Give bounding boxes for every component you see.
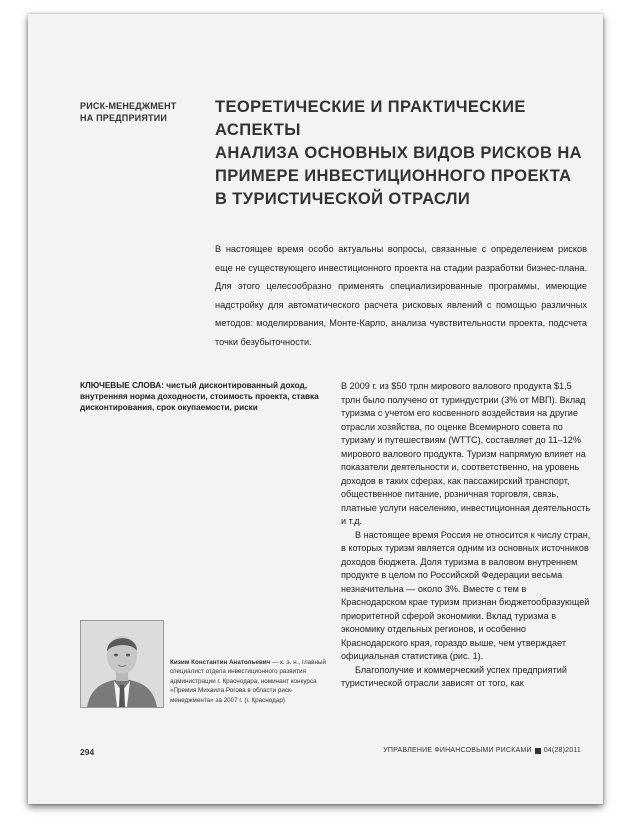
page-number: 294 [80, 747, 95, 757]
title-line: ПРИМЕРЕ ИНВЕСТИЦИОННОГО ПРОЕКТА [215, 167, 572, 185]
section-heading [80, 100, 190, 124]
journal-page [28, 14, 603, 804]
title-line: ТЕОРЕТИЧЕСКИЕ И ПРАКТИЧЕСКИЕ АСПЕКТЫ [215, 98, 526, 139]
keywords-label: КЛЮЧЕВЫЕ СЛОВА: [80, 381, 164, 390]
body-paragraph: В 2009 г. из $50 трлн мирового валового продукта $1,5 трлн было получено от туриндустрии (3% от МВП). Вклад туризма с учетом его косвенного воздействия на другие отрасли хозяйства, по оценке Всемирного совета по туризму и путешествиям (WTTC), составляет до 11–12% мирового валового продукта. Туризм напрямую влияет на показатели деятельности и, соответственно, на уровень доходов в таких сферах, как пассажирский транспорт, общественное питание, розничная торговля, связь, платные услуги населению, инвестиционная деятельность и т.д. [341, 381, 591, 526]
body-paragraph: Благополучие и коммерческий успех предприятий туристической отрасли зависят от того, как [341, 664, 567, 688]
square-separator-icon [535, 748, 541, 754]
section-heading-line: РИСК-МЕНЕДЖМЕНТ [80, 101, 177, 111]
title-line: В ТУРИСТИЧЕСКОЙ ОТРАСЛИ [215, 190, 471, 208]
author-name: Кизим Константин Анатольевич [170, 659, 271, 666]
keywords-block [80, 380, 320, 413]
author-portrait-icon [81, 621, 163, 707]
author-photo [80, 620, 164, 708]
journal-issue: 04(28)2011 [543, 747, 581, 754]
article-title [215, 96, 585, 211]
article-abstract: В настоящее время особо актуальны вопросы, связанные с определением рисков еще не существующего инвестиционного проекта на стадии разработки бизнес-плана. Для этого целесообразно применять специализированные программы, имеющие надстройку для автоматического расчета рисковых явлений с помощью различных методов: моделирования, Монте-Карло, анализа чувствительности проекта, подсчета точки безубыточности. [215, 244, 587, 347]
author-info [170, 658, 330, 705]
title-line: АНАЛИЗА ОСНОВНЫХ ВИДОВ РИСКОВ НА [215, 144, 582, 162]
journal-name: УПРАВЛЕНИЕ ФИНАНСОВЫМИ РИСКАМИ [383, 747, 532, 754]
keywords-text: чистый дисконтированный доход, внутренняя норма доходности, стоимость проекта, ставка дисконтирования, срок окупаемости, риски [80, 381, 319, 412]
article-body [341, 380, 591, 691]
journal-footer [383, 747, 581, 754]
body-paragraph: В настоящее время Россия не относится к числу стран, в которых туризм является одним из основных источников доходов бюджета. Доля туризма в валовом внутреннем продукте в целом по Российской Федерации весьма незначительна — около 3%. Вместе с тем в Краснодарском крае туризм признан бюджетообразующей приоритетной сферой экономики. Вклад туризма в экономику отдельных регионов, и особенно Краснодарского края, гораздо выше, чем утверждает официальная статистика (рис. 1). [341, 529, 591, 661]
section-heading-line: НА ПРЕДПРИЯТИИ [80, 113, 168, 123]
author-description: — к. э. н., главный специалист отдела инвестиционного развития администрации г. Краснодара, номинант конкурса «Премия Михаила Рогова в области риск-менеджмента» за 2007 г. (г. Краснодар) [170, 659, 327, 704]
